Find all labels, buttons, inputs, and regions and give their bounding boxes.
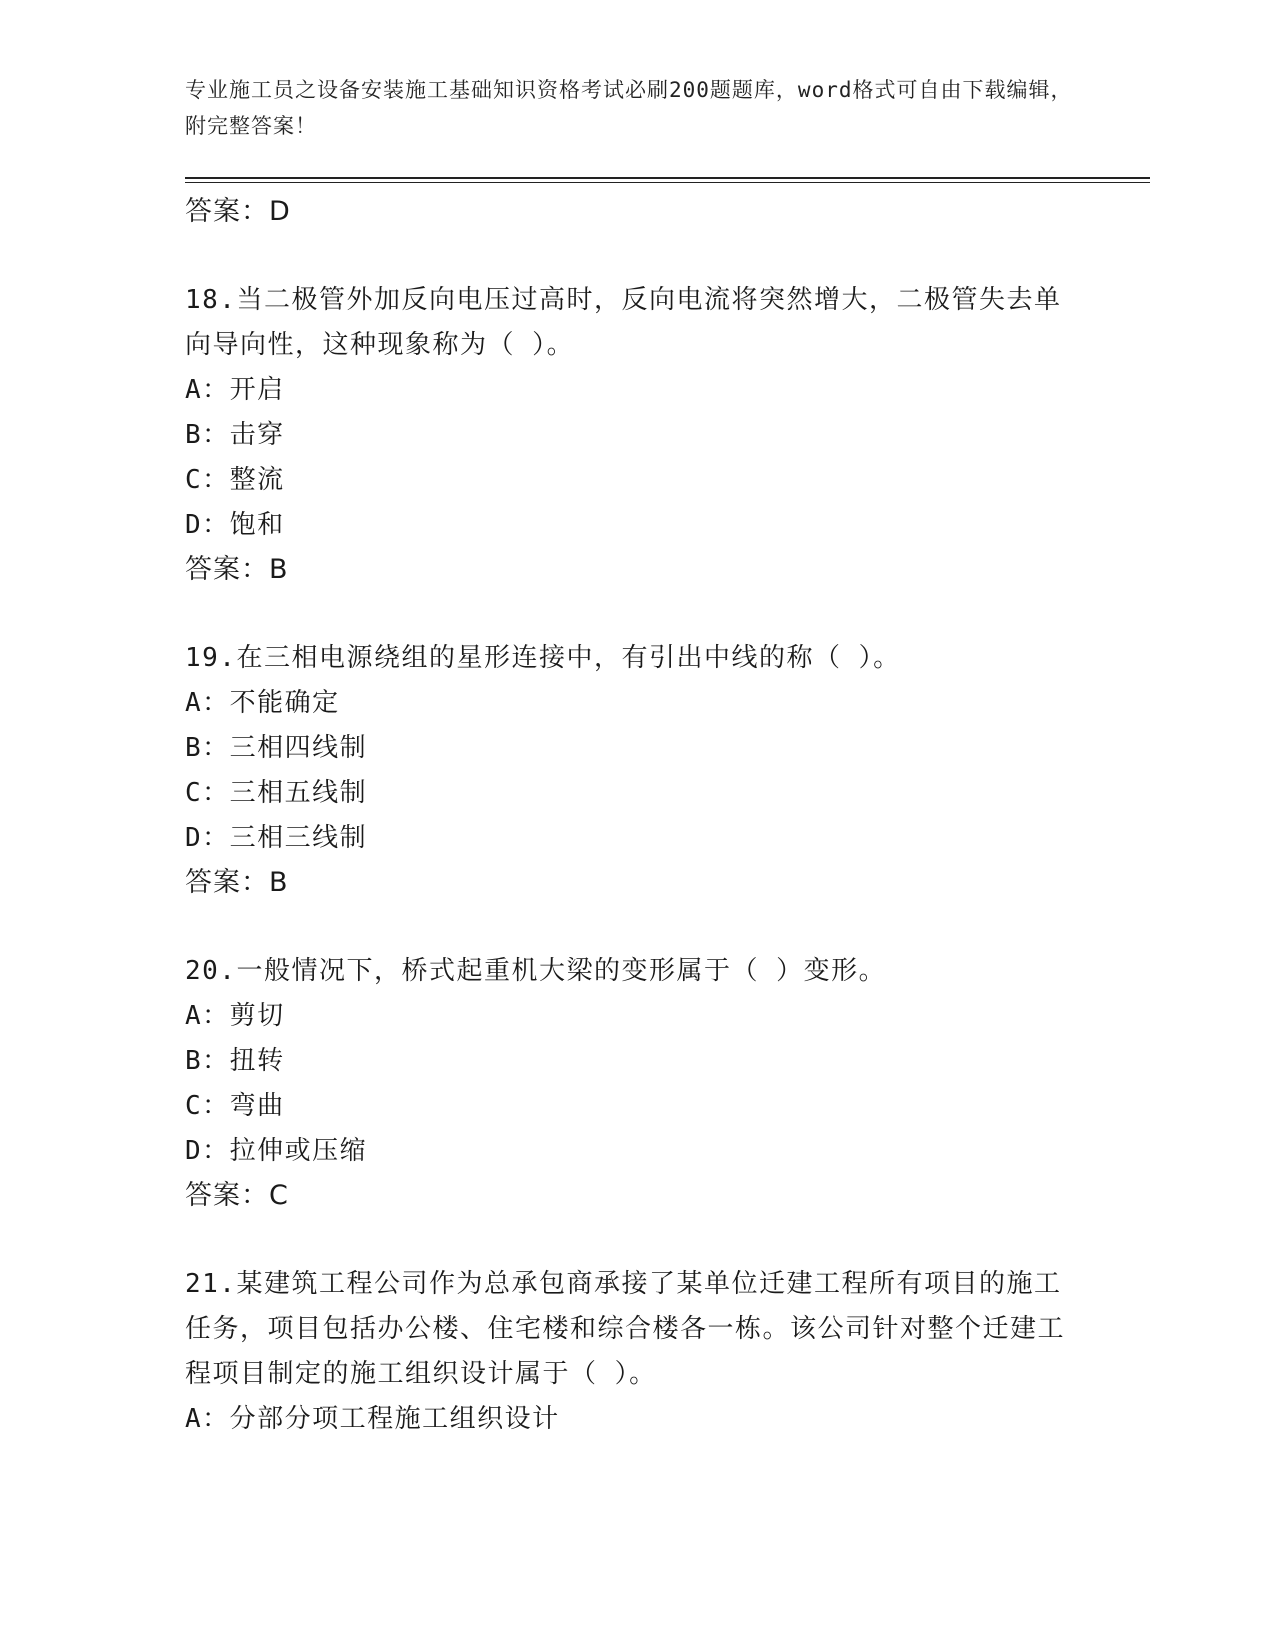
question-20 bbox=[185, 949, 1085, 1217]
question-text: 19.在三相电源绕组的星形连接中，有引出中线的称（ ）。 bbox=[185, 643, 901, 673]
option-c: C：弯曲 bbox=[185, 1091, 285, 1121]
option-a: A：开启 bbox=[185, 375, 285, 405]
answer-line: 答案：C bbox=[185, 1180, 289, 1211]
answer-line-prev: 答案：D bbox=[185, 196, 291, 227]
option-c: C：整流 bbox=[185, 465, 285, 495]
option-a: A：不能确定 bbox=[185, 688, 340, 718]
question-text: 18.当二极管外加反向电压过高时，反向电流将突然增大，二极管失去单向导向性，这种现象称为（ ）。 bbox=[185, 285, 1062, 360]
option-d: D：饱和 bbox=[185, 510, 285, 540]
question-text: 20.一般情况下，桥式起重机大梁的变形属于（ ）变形。 bbox=[185, 956, 887, 986]
option-b: B：三相四线制 bbox=[185, 733, 368, 763]
document-header: 专业施工员之设备安装施工基础知识资格考试必刷200题题库，word格式可自由下载编辑，附完整答案！ bbox=[185, 78, 1073, 138]
question-18 bbox=[185, 278, 1085, 591]
option-d: D：三相三线制 bbox=[185, 823, 368, 853]
option-d: D：拉伸或压缩 bbox=[185, 1136, 368, 1166]
question-list bbox=[185, 190, 1085, 1442]
option-a: A：剪切 bbox=[185, 1001, 285, 1031]
answer-line: 答案：B bbox=[185, 554, 289, 585]
question-19 bbox=[185, 636, 1085, 904]
option-b: B：扭转 bbox=[185, 1046, 285, 1076]
question-text: 21.某建筑工程公司作为总承包商承接了某单位迁建工程所有项目的施工任务，项目包括办公楼、住宅楼和综合楼各一栋。该公司针对整个迁建工程项目制定的施工组织设计属于（ ）。 bbox=[185, 1269, 1066, 1389]
option-a: A：分部分项工程施工组织设计 bbox=[185, 1404, 560, 1434]
option-c: C：三相五线制 bbox=[185, 778, 368, 808]
header-divider-thin bbox=[185, 182, 1150, 183]
option-b: B：击穿 bbox=[185, 420, 285, 450]
question-21 bbox=[185, 1262, 1085, 1442]
header-divider bbox=[185, 177, 1150, 179]
answer-line: 答案：B bbox=[185, 867, 289, 898]
